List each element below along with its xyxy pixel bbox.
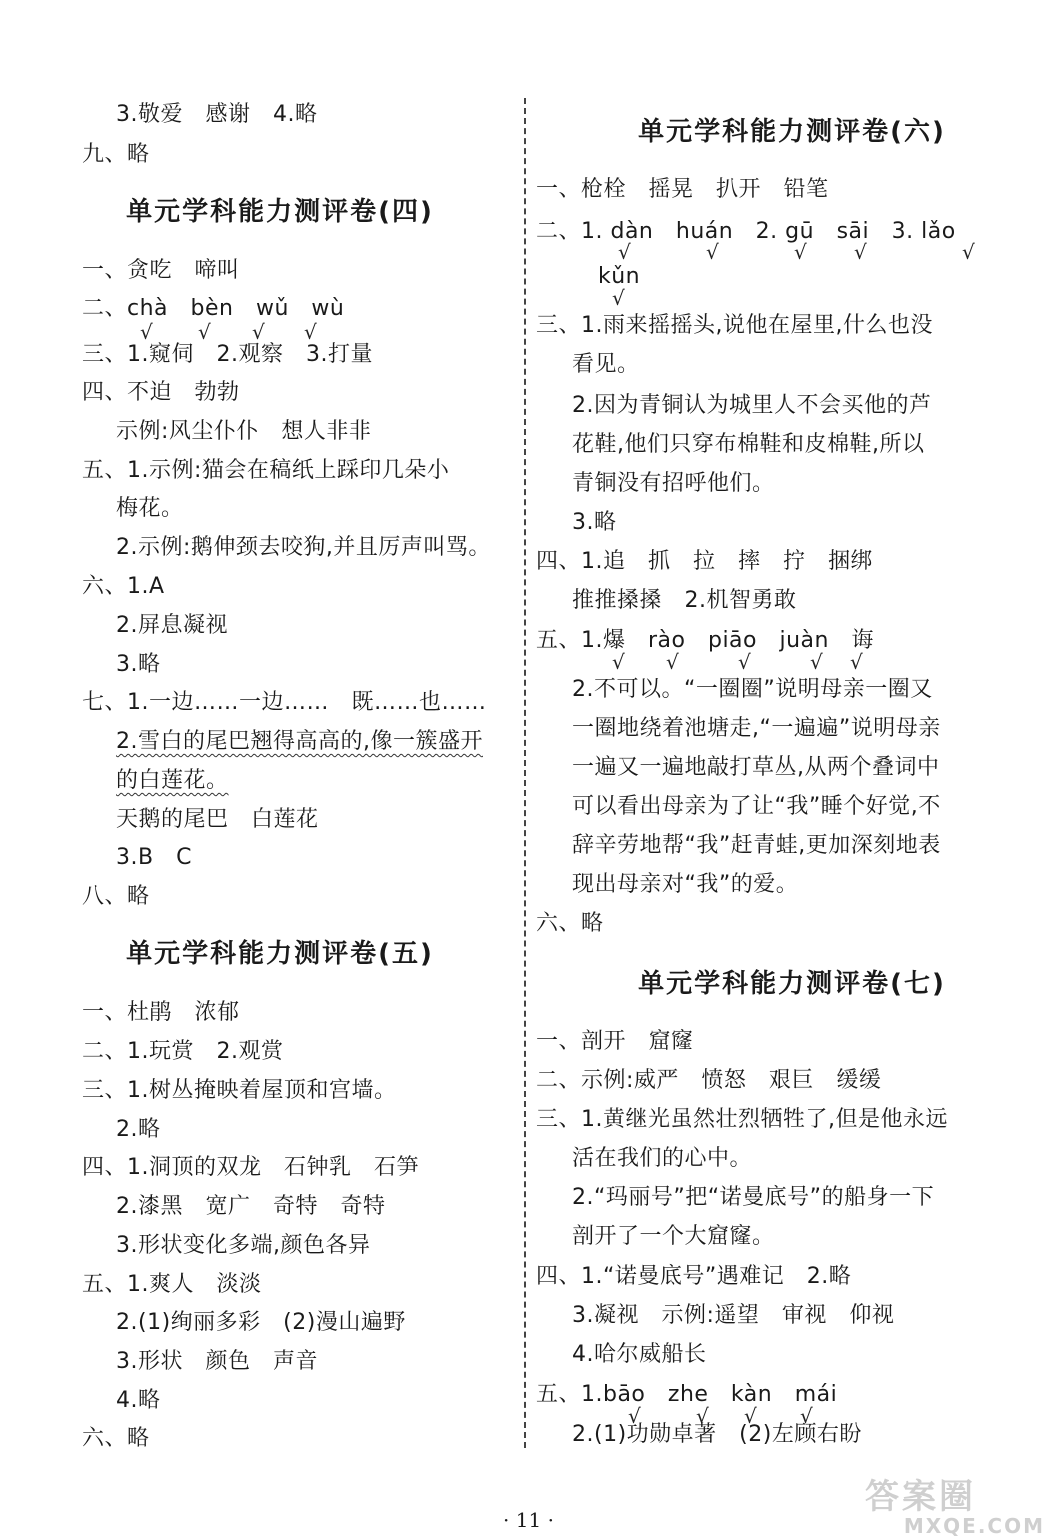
answer-line-underlined: 的白莲花。 xyxy=(116,768,229,793)
check-mark-icon: √ xyxy=(744,1404,757,1428)
answer-line: 二、示例:威严 愤怒 艰巨 缓缓 xyxy=(536,1068,882,1093)
answer-line: kǔn xyxy=(598,264,641,289)
answer-line: 一、贪吃 啼叫 xyxy=(82,258,240,283)
check-mark-icon: √ xyxy=(696,1404,709,1428)
check-mark-icon: √ xyxy=(198,320,211,344)
check-mark-icon: √ xyxy=(252,320,265,344)
answer-line: 3.略 xyxy=(572,510,617,535)
check-mark-icon: √ xyxy=(706,240,719,264)
section-title-4: 单元学科能力测评卷(四) xyxy=(126,197,434,227)
answer-line: 天鹅的尾巴 白莲花 xyxy=(116,807,319,832)
answer-line: 2.因为青铜认为城里人不会买他的芦 xyxy=(572,393,932,418)
answer-line: 2.(1)功勋卓著 (2)左顾右盼 xyxy=(572,1422,862,1447)
watermark xyxy=(865,1478,1045,1536)
answer-line: 二、chà bèn wǔ wù xyxy=(82,296,345,321)
answer-line: 3.凝视 示例:遥望 审视 仰视 xyxy=(572,1303,895,1328)
check-mark-icon: √ xyxy=(612,286,625,310)
section-title-5: 单元学科能力测评卷(五) xyxy=(126,939,434,969)
answer-line: 青铜没有招呼他们。 xyxy=(572,471,775,496)
answer-line: 3.B C xyxy=(116,845,192,870)
answer-line: 剖开了一个大窟窿。 xyxy=(572,1224,775,1249)
answer-line: 四、1.追 抓 拉 摔 拧 捆绑 xyxy=(536,549,873,574)
check-mark-icon: √ xyxy=(612,650,625,674)
check-mark-icon: √ xyxy=(666,650,679,674)
answer-line: 一、剖开 窟窿 xyxy=(536,1029,694,1054)
answer-line: 2.(1)绚丽多彩 (2)漫山遍野 xyxy=(116,1310,406,1335)
answer-line: 四、不迫 勃勃 xyxy=(82,380,240,405)
check-mark-icon: √ xyxy=(618,240,631,264)
answer-line: 四、1.“诺曼底号”遇难记 2.略 xyxy=(536,1264,852,1289)
answer-line: 三、1.黄继光虽然壮烈牺牲了,但是他永远 xyxy=(536,1107,948,1132)
answer-line: 三、1.窥伺 2.观察 3.打量 xyxy=(82,342,373,367)
answer-line: 2.屏息凝视 xyxy=(116,613,228,638)
answer-line: 3.敬爱 感谢 4.略 xyxy=(116,102,318,127)
section-title-6: 单元学科能力测评卷(六) xyxy=(638,117,946,147)
answer-line: 三、1.树丛掩映着屋顶和宫墙。 xyxy=(82,1078,397,1103)
check-mark-icon: √ xyxy=(850,650,863,674)
answer-line: 六、略 xyxy=(536,911,604,936)
answer-line: 3.形状 颜色 声音 xyxy=(116,1349,318,1374)
page-number: · 11 · xyxy=(503,1508,554,1532)
watermark-logo: 答案圈 xyxy=(865,1477,976,1517)
answer-line: 辞辛劳地帮“我”赶青蛙,更加深刻地表 xyxy=(572,833,941,858)
check-mark-icon: √ xyxy=(962,240,975,264)
answer-line: 可以看出母亲为了让“我”睡个好觉,不 xyxy=(572,794,941,819)
answer-line: 现出母亲对“我”的爱。 xyxy=(572,872,799,897)
check-mark-icon: √ xyxy=(794,240,807,264)
answer-line: 2.不可以。“一圈圈”说明母亲一圈又 xyxy=(572,677,933,702)
answer-line: 五、1.爆 rào piāo juàn 诲 xyxy=(536,628,874,653)
watermark-url: MXQE.COM xyxy=(903,1514,1045,1538)
answer-line: 九、略 xyxy=(82,142,150,167)
check-mark-icon: √ xyxy=(738,650,751,674)
answer-line: 八、略 xyxy=(82,884,150,909)
answer-line: 2.示例:鹅伸颈去咬狗,并且厉声叫骂。 xyxy=(116,535,491,560)
answer-line: 4.略 xyxy=(116,1388,161,1413)
answer-line: 二、1.玩赏 2.观赏 xyxy=(82,1039,284,1064)
answer-line: 2.漆黑 宽广 奇特 奇特 xyxy=(116,1194,386,1219)
answer-line: 五、1.bāo zhe kàn mái xyxy=(536,1382,838,1407)
column-divider xyxy=(524,98,526,1448)
answer-line: 4.哈尔威船长 xyxy=(572,1342,707,1367)
answer-line: 活在我们的心中。 xyxy=(572,1146,753,1171)
check-mark-icon: √ xyxy=(854,240,867,264)
answer-line: 三、1.雨来摇摇头,说他在屋里,什么也没 xyxy=(536,313,933,338)
answer-line: 梅花。 xyxy=(116,496,184,521)
answer-line: 3.形状变化多端,颜色各异 xyxy=(116,1233,371,1258)
answer-line: 五、1.示例:猫会在稿纸上踩印几朵小 xyxy=(82,458,450,483)
answer-line: 一、枪栓 摇晃 扒开 铅笔 xyxy=(536,177,829,202)
check-mark-icon: √ xyxy=(304,320,317,344)
answer-line: 七、1.一边……一边…… 既……也…… xyxy=(82,690,487,715)
answer-line: 六、略 xyxy=(82,1426,150,1451)
section-title-7: 单元学科能力测评卷(七) xyxy=(638,969,946,999)
answer-line: 示例:风尘仆仆 想人非非 xyxy=(116,419,372,444)
answer-line: 推推搡搡 2.机智勇敢 xyxy=(572,588,797,613)
answer-line: 二、1. dàn huán 2. gū sāi 3. lǎo xyxy=(536,219,956,244)
answer-line: 花鞋,他们只穿布棉鞋和皮棉鞋,所以 xyxy=(572,432,925,457)
check-mark-icon: √ xyxy=(810,650,823,674)
check-mark-icon: √ xyxy=(800,1404,813,1428)
answer-line-underlined: 2.雪白的尾巴翘得高高的,像一簇盛开 xyxy=(116,729,483,754)
answer-line: 3.略 xyxy=(116,652,161,677)
answer-line: 一、杜鹃 浓郁 xyxy=(82,1000,240,1025)
answer-line: 四、1.洞顶的双龙 石钟乳 石笋 xyxy=(82,1155,419,1180)
check-mark-icon: √ xyxy=(628,1404,641,1428)
answer-line: 一遍又一遍地敲打草丛,从两个叠词中 xyxy=(572,755,940,780)
answer-line: 2.略 xyxy=(116,1117,161,1142)
answer-line: 2.“玛丽号”把“诺曼底号”的船身一下 xyxy=(572,1185,935,1210)
answer-line: 看见。 xyxy=(572,352,640,377)
answer-line: 六、1.A xyxy=(82,574,165,599)
check-mark-icon: √ xyxy=(140,320,153,344)
answer-line: 一圈地绕着池塘走,“一遍遍”说明母亲 xyxy=(572,716,941,741)
answer-line: 五、1.爽人 淡淡 xyxy=(82,1272,262,1297)
